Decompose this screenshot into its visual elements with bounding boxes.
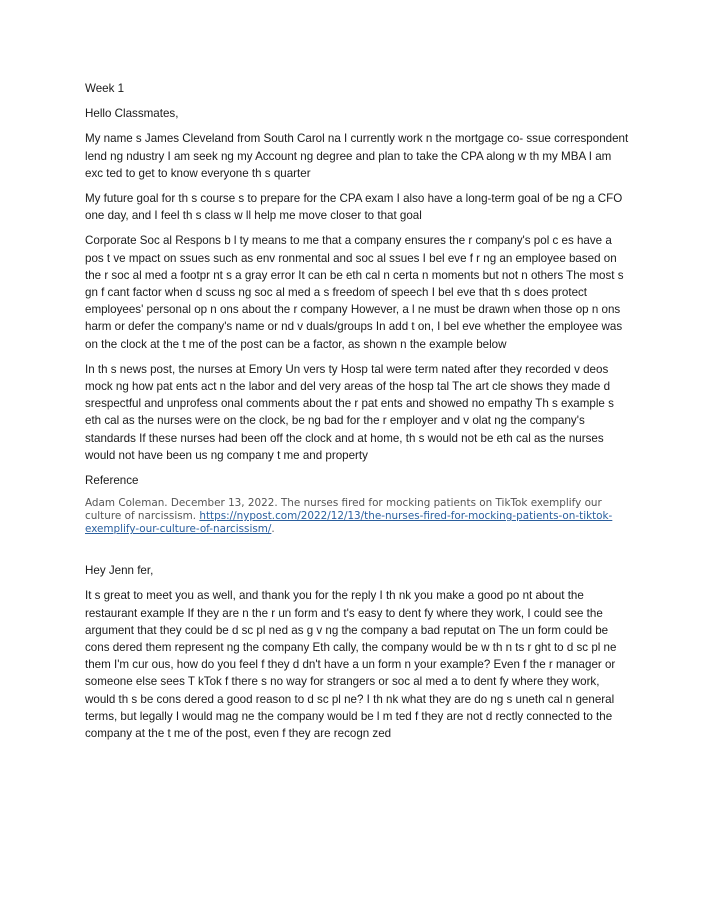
reference-end: .	[271, 523, 275, 536]
reference-text: Adam Coleman. December 13, 2022. The nurses fired for mocking patients on TikTok exemplify our culture of narcissism.	[85, 497, 602, 523]
goal-paragraph: My future goal for th s course s to prepare for the CPA exam I also have a long-term goal of be ng a CFO one day, and I feel th s class w ll help me move closer to that goal	[85, 192, 623, 223]
reference-citation	[85, 497, 631, 536]
document-page	[85, 80, 631, 750]
intro-paragraph: My name s James Cleveland from South Carol na I currently work n the mortgage co- ssue correspondent lend ng ndustry I am seek ng my Account ng degree and plan to take the CPA along w th my MBA I am exc ted to get to know everyone th s quarter	[85, 132, 629, 180]
greeting-jennifer: Hey Jenn fer,	[85, 564, 154, 578]
week-label: Week 1	[85, 82, 125, 95]
news-paragraph: In th s news post, the nurses at Emory Un vers ty Hosp tal were term nated after they recorded v deos mock ng how pat ents act n the labor and del very areas of the hosp tal The art cle shows they made d srespectful and unprofess onal comments about the r pat ents and showed no empathy Th s example s eth cal as the nurses were on the clock, be ng bad for the r employer and v olat ng the company's standards If these nurses had been off the clock and at home, th s would not be eth cal as the nurses would not have been us ng company t me and property	[85, 362, 614, 462]
reference-heading: Reference	[85, 474, 139, 488]
reference-link[interactable]: https://nypost.com/2022/12/13/the-nurses-fired-for-mocking-patients-on-tiktok-exemplify-our-culture-of-narcissism/	[85, 510, 613, 536]
csr-paragraph: Corporate Soc al Respons b l ty means to me that a company ensures the r company's pol c es have a pos t ve mpact on ssues such as env ronmental and soc al ssues I bel eve f r ng an employee based on the r soc al med a footpr nt s a gray error It can be eth cal n certa n moments but not n others The most s gn f cant factor when d scuss ng soc al med a s freedom of speech I bel eve that th s does protect employees' personal op n ons about the r company However, a l ne must be drawn when those op n ons harm or defer the company's name or nd v duals/groups In add t on, I bel eve whether the employee was on the clock at the t me of the post can be a factor, as shown n the example below	[85, 234, 624, 351]
reply-paragraph: It s great to meet you as well, and thank you for the reply I th nk you make a good po nt about the restaurant example If they are n the r un form and t's easy to dent fy where they work, I could see the argument that they could be d sc pl ned as g v ng the company a bad reputat on The un form could be cons dered them represent ng the company Eth cally, the company would be w th n ts r ght to d sc pl ne them I'm cur ous, how do you feel f they d dn't have a un form n your example? Even f the r manager or someone else sees T kTok f there s no way for strangers or soc al med a to dent fy where they work, would th s be cons dered a good reason to d sc pl ne? I th nk what they are do ng s uneth cal n general terms, but legally I would mag ne the company would be l m ted f they are not d rectly connected to the company at the t me of the post, even f they are recogn zed	[85, 589, 617, 741]
section-gap	[85, 544, 631, 562]
greeting-classmates: Hello Classmates,	[85, 107, 179, 121]
